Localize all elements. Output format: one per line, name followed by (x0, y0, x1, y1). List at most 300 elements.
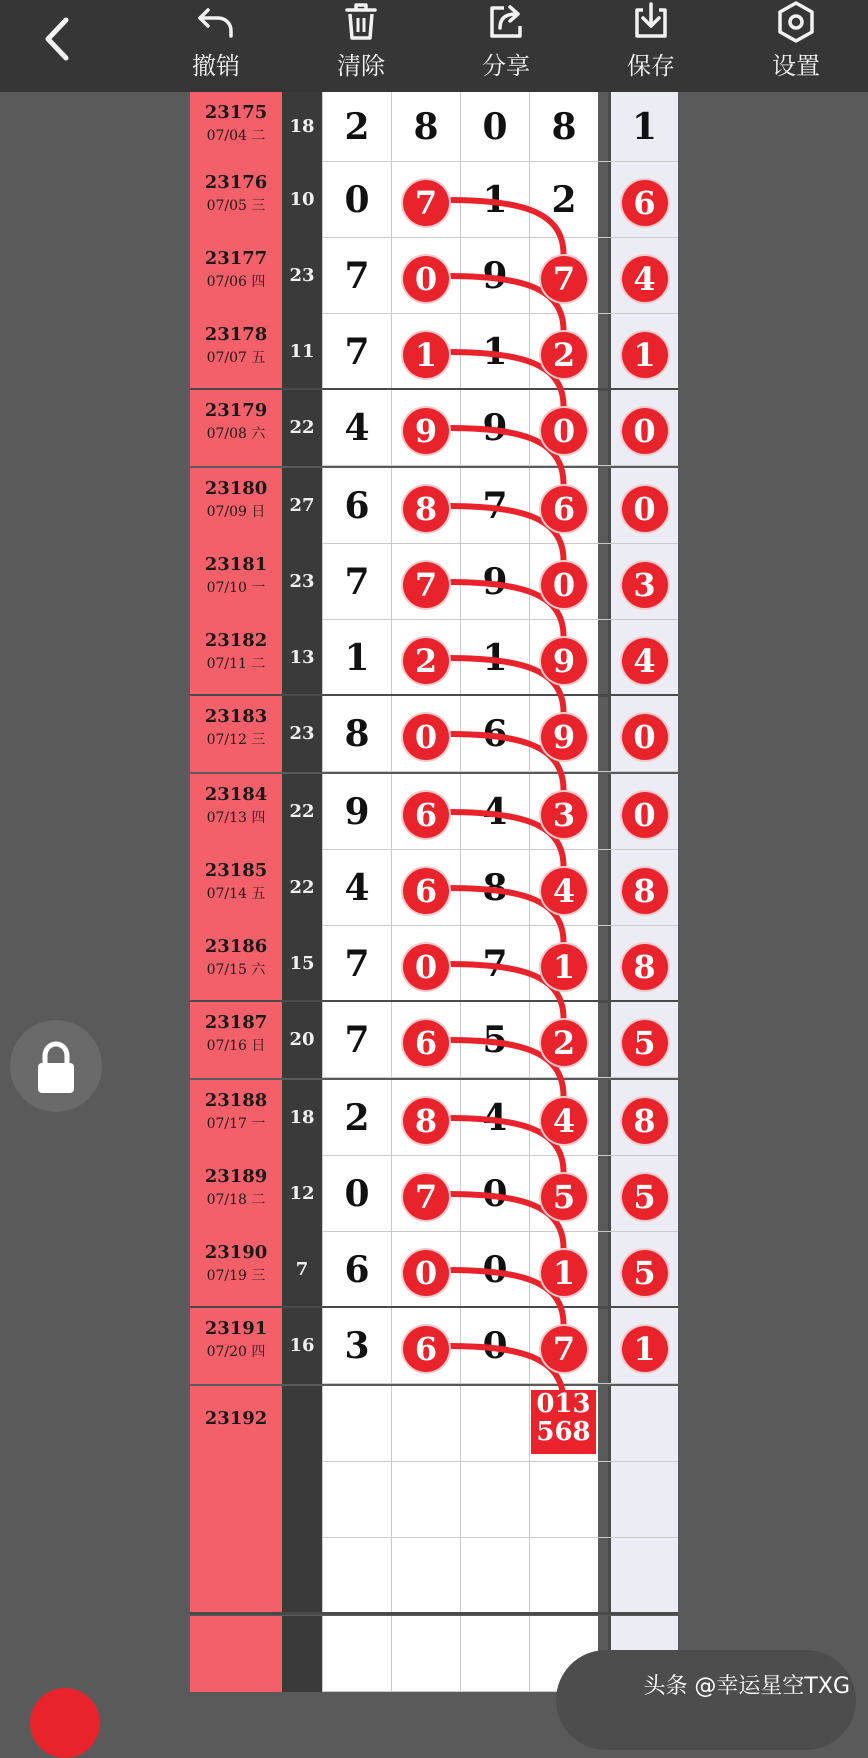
issue-number: 23192 (204, 1408, 268, 1429)
digit-value: 4 (482, 1097, 508, 1139)
digit-cell[interactable] (608, 774, 678, 850)
digit-cell[interactable] (460, 1386, 529, 1462)
undo-icon (194, 0, 238, 44)
marked-digit-ball[interactable]: 4 (622, 638, 668, 684)
marked-digit-ball[interactable]: 8 (622, 868, 668, 914)
digit-cell[interactable] (460, 696, 529, 772)
digit-cell[interactable] (322, 162, 391, 238)
digit-cell[interactable] (322, 544, 391, 620)
marked-digit-ball[interactable]: 7 (541, 1326, 587, 1372)
table-row (190, 1308, 678, 1384)
digit-cell[interactable] (529, 314, 598, 390)
digit-cell[interactable] (322, 1616, 391, 1692)
share-button[interactable] (456, 0, 556, 92)
marked-digit-ball[interactable]: 2 (541, 332, 587, 378)
digit-cell[interactable] (529, 926, 598, 1002)
sum-value: 27 (282, 468, 322, 544)
sum-value: 22 (282, 774, 322, 850)
issue-cell (190, 1156, 282, 1232)
digit-cell[interactable] (460, 1462, 529, 1538)
marked-digit-ball[interactable]: 8 (622, 944, 668, 990)
marked-digit-ball[interactable]: 0 (403, 1250, 449, 1296)
issue-cell (190, 926, 282, 1002)
digit-cell[interactable] (608, 926, 678, 1002)
digit-cell[interactable] (322, 390, 391, 466)
digit-cell[interactable] (322, 468, 391, 544)
digit-cell[interactable] (460, 1616, 529, 1692)
digit-value: 2 (344, 106, 370, 148)
digit-value: 8 (413, 106, 439, 148)
issue-cell (190, 850, 282, 926)
digit-value: 0 (482, 1173, 508, 1215)
digit-value: 6 (344, 485, 370, 527)
marked-digit-ball[interactable]: 6 (403, 792, 449, 838)
issue-cell (190, 162, 282, 238)
settings-icon (774, 0, 818, 44)
digit-cell[interactable] (391, 162, 460, 238)
marked-digit-ball[interactable]: 5 (622, 1174, 668, 1220)
issue-cell (190, 1462, 282, 1538)
digit-cell[interactable] (322, 314, 391, 390)
issue-number: 23180 (204, 478, 268, 499)
digit-cell[interactable] (322, 1386, 391, 1462)
digit-cell[interactable] (460, 620, 529, 696)
digit-cell[interactable] (529, 620, 598, 696)
share-label: 分享 (482, 52, 530, 80)
digit-cell[interactable] (460, 544, 529, 620)
lock-button[interactable] (10, 1020, 102, 1112)
digit-cell[interactable] (391, 1080, 460, 1156)
digit-cell[interactable] (322, 774, 391, 850)
top-toolbar (0, 0, 868, 92)
sum-value (282, 1616, 322, 1692)
issue-cell (190, 314, 282, 390)
issue-number: 23187 (204, 1012, 268, 1033)
digit-cell[interactable] (608, 238, 678, 314)
issue-number (190, 1462, 282, 1484)
issue-date: 07/05 三 (206, 198, 266, 214)
digit-value: 7 (482, 485, 508, 527)
marked-digit-ball[interactable]: 9 (541, 714, 587, 760)
issue-cell (190, 238, 282, 314)
issue-date: 07/20 四 (206, 1344, 266, 1360)
digit-value: 4 (482, 791, 508, 833)
sum-value: 12 (282, 1156, 322, 1232)
sum-value: 22 (282, 850, 322, 926)
digit-cell[interactable] (322, 92, 391, 162)
digit-value: 9 (482, 255, 508, 297)
digit-cell[interactable] (608, 1386, 678, 1462)
sum-value (282, 1538, 322, 1614)
marked-digit-ball[interactable]: 7 (541, 256, 587, 302)
digit-cell[interactable] (460, 390, 529, 466)
digit-cell[interactable] (529, 162, 598, 238)
sum-value: 23 (282, 238, 322, 314)
marked-digit-ball[interactable]: 6 (403, 1020, 449, 1066)
digit-cell[interactable] (322, 620, 391, 696)
issue-cell (190, 620, 282, 696)
digit-cell[interactable] (608, 1002, 678, 1078)
marked-digit-ball[interactable]: 9 (541, 638, 587, 684)
digit-cell[interactable] (322, 1462, 391, 1538)
prediction-line-2: 568 (536, 1417, 591, 1447)
digit-cell[interactable] (391, 92, 460, 162)
floating-action-pill[interactable] (556, 1650, 856, 1750)
digit-cell[interactable] (529, 1538, 598, 1614)
digit-value: 9 (482, 407, 508, 449)
digit-cell[interactable] (322, 1156, 391, 1232)
digit-value: 7 (344, 943, 370, 985)
digit-cell[interactable] (460, 1308, 529, 1384)
marked-digit-ball[interactable]: 0 (622, 714, 668, 760)
digit-cell[interactable] (391, 1156, 460, 1232)
sum-value: 23 (282, 696, 322, 772)
issue-date: 07/14 五 (206, 886, 266, 902)
digit-cell[interactable] (608, 1462, 678, 1538)
digit-cell[interactable] (529, 1080, 598, 1156)
sum-value: 7 (282, 1232, 322, 1308)
marked-digit-ball[interactable]: 9 (403, 408, 449, 454)
sum-value: 16 (282, 1308, 322, 1384)
issue-date: 07/07 五 (206, 350, 266, 366)
digit-cell[interactable] (391, 696, 460, 772)
digit-cell[interactable] (322, 696, 391, 772)
prediction-box (531, 1390, 596, 1454)
issue-number: 23175 (204, 102, 268, 123)
clear-button[interactable] (311, 0, 411, 92)
issue-number: 23178 (204, 324, 268, 345)
digit-cell[interactable] (608, 1232, 678, 1308)
digit-value: 0 (482, 1325, 508, 1367)
digit-value: 2 (551, 179, 577, 221)
issue-number: 23181 (204, 554, 268, 575)
row-divider (322, 771, 678, 772)
issue-date: 07/15 六 (206, 962, 266, 978)
marked-digit-ball[interactable]: 8 (403, 486, 449, 532)
group-divider (190, 1612, 678, 1615)
digit-cell[interactable] (391, 774, 460, 850)
save-button[interactable] (601, 0, 701, 92)
digit-value: 6 (344, 1249, 370, 1291)
digit-cell[interactable] (529, 774, 598, 850)
digit-cell[interactable] (460, 314, 529, 390)
issue-number: 23183 (204, 706, 268, 727)
digit-value: 9 (344, 791, 370, 833)
save-label: 保存 (627, 52, 675, 80)
table-row (190, 314, 678, 390)
sum-value: 15 (282, 926, 322, 1002)
issue-date: 07/18 二 (206, 1192, 266, 1208)
digit-cell[interactable] (529, 1232, 598, 1308)
issue-cell (190, 1080, 282, 1156)
digit-cell[interactable] (460, 1156, 529, 1232)
digit-cell[interactable] (391, 1538, 460, 1614)
marked-digit-ball[interactable]: 0 (403, 944, 449, 990)
digit-cell[interactable] (460, 468, 529, 544)
marked-digit-ball[interactable]: 6 (622, 180, 668, 226)
digit-value: 7 (344, 561, 370, 603)
digit-value: 7 (344, 331, 370, 373)
digit-value: 8 (482, 867, 508, 909)
issue-cell (190, 1386, 282, 1462)
digit-value: 2 (344, 1097, 370, 1139)
row-divider (322, 1383, 678, 1384)
digit-cell[interactable] (460, 1080, 529, 1156)
digit-cell[interactable] (529, 238, 598, 314)
digit-cell[interactable] (460, 92, 529, 162)
digit-value: 0 (344, 179, 370, 221)
trash-icon (339, 0, 383, 44)
marked-digit-ball[interactable]: 7 (403, 180, 449, 226)
marked-digit-ball[interactable]: 3 (541, 792, 587, 838)
digit-cell[interactable] (391, 620, 460, 696)
issue-number: 23184 (204, 784, 268, 805)
marked-digit-ball[interactable]: 1 (541, 1250, 587, 1296)
digit-cell[interactable] (322, 926, 391, 1002)
issue-date: 07/10 一 (206, 580, 266, 596)
issue-date: 07/04 二 (206, 128, 266, 144)
digit-cell[interactable] (460, 162, 529, 238)
digit-cell[interactable] (460, 850, 529, 926)
marked-digit-ball[interactable]: 0 (622, 792, 668, 838)
digit-cell[interactable] (322, 1080, 391, 1156)
marked-digit-ball[interactable]: 6 (403, 1326, 449, 1372)
marked-digit-ball[interactable]: 6 (541, 486, 587, 532)
marked-digit-ball[interactable]: 5 (541, 1174, 587, 1220)
issue-number: 23176 (204, 172, 268, 193)
digit-cell[interactable] (391, 390, 460, 466)
marked-digit-ball[interactable]: 4 (622, 256, 668, 302)
marked-digit-ball[interactable]: 4 (541, 868, 587, 914)
issue-date: 07/16 日 (206, 1038, 266, 1054)
digit-cell[interactable] (391, 544, 460, 620)
digit-cell[interactable] (322, 850, 391, 926)
digit-cell[interactable] (608, 850, 678, 926)
download-icon (629, 0, 673, 44)
issue-cell (190, 1616, 282, 1692)
marked-digit-ball[interactable]: 3 (622, 562, 668, 608)
marked-digit-ball[interactable]: 1 (403, 332, 449, 378)
digit-cell[interactable] (529, 390, 598, 466)
digit-cell[interactable] (391, 468, 460, 544)
digit-cell[interactable] (608, 468, 678, 544)
issue-number: 23179 (204, 400, 268, 421)
issue-number (190, 1538, 282, 1560)
table-row (190, 468, 678, 544)
digit-cell[interactable] (608, 1156, 678, 1232)
digit-cell[interactable] (460, 1002, 529, 1078)
table-row (190, 1156, 678, 1232)
digit-cell[interactable] (460, 1538, 529, 1614)
digit-cell[interactable] (529, 544, 598, 620)
undo-button[interactable] (166, 0, 266, 92)
digit-value: 1 (482, 637, 508, 679)
back-button[interactable] (38, 14, 78, 64)
issue-cell (190, 390, 282, 466)
table-row (190, 238, 678, 314)
share-icon (484, 0, 528, 44)
digit-cell[interactable] (529, 468, 598, 544)
digit-value: 1 (482, 179, 508, 221)
digit-cell[interactable] (529, 1002, 598, 1078)
digit-cell[interactable] (322, 1002, 391, 1078)
table-row (190, 774, 678, 850)
row-divider (322, 1077, 678, 1078)
issue-cell (190, 92, 282, 162)
marked-digit-ball[interactable]: 4 (541, 1098, 587, 1144)
table-row (190, 926, 678, 1002)
marked-digit-ball[interactable]: 2 (403, 638, 449, 684)
digit-value: 6 (482, 713, 508, 755)
digit-cell[interactable] (608, 314, 678, 390)
digit-value: 7 (344, 255, 370, 297)
issue-date: 07/19 三 (206, 1268, 266, 1284)
digit-cell[interactable] (322, 1232, 391, 1308)
issue-cell (190, 774, 282, 850)
undo-label: 撤销 (192, 52, 240, 80)
issue-cell (190, 696, 282, 772)
digit-cell[interactable] (529, 92, 598, 162)
digit-cell[interactable] (529, 1462, 598, 1538)
table-row (190, 620, 678, 696)
sum-value: 23 (282, 544, 322, 620)
digit-cell[interactable] (391, 314, 460, 390)
issue-number: 23188 (204, 1090, 268, 1111)
issue-date: 07/17 一 (206, 1116, 266, 1132)
digit-cell[interactable] (322, 238, 391, 314)
sum-value: 20 (282, 1002, 322, 1078)
table-row (190, 92, 678, 162)
issue-number (190, 1616, 282, 1638)
digit-cell[interactable] (608, 1538, 678, 1614)
table-row (190, 1538, 678, 1614)
digit-value: 8 (551, 106, 577, 148)
digit-cell[interactable] (391, 1462, 460, 1538)
digit-cell[interactable] (608, 544, 678, 620)
marked-digit-ball[interactable]: 5 (622, 1020, 668, 1066)
prediction-line-1: 013 (536, 1389, 591, 1419)
digit-cell[interactable] (391, 1232, 460, 1308)
table-row (190, 162, 678, 238)
digit-value: 3 (344, 1325, 370, 1367)
digit-value: 0 (344, 1173, 370, 1215)
digit-cell[interactable] (608, 696, 678, 772)
issue-cell (190, 468, 282, 544)
table-row (190, 1462, 678, 1538)
digit-cell[interactable] (460, 926, 529, 1002)
table-row (190, 850, 678, 926)
issue-number: 23191 (204, 1318, 268, 1339)
digit-cell[interactable] (529, 1156, 598, 1232)
issue-cell (190, 1002, 282, 1078)
sum-value: 22 (282, 390, 322, 466)
digit-cell[interactable] (391, 1308, 460, 1384)
marked-digit-ball[interactable]: 8 (622, 1098, 668, 1144)
marked-digit-ball[interactable]: 1 (541, 944, 587, 990)
issue-number: 23185 (204, 860, 268, 881)
table-row (190, 390, 678, 466)
sum-value: 18 (282, 92, 322, 162)
digit-cell[interactable] (322, 1538, 391, 1614)
digit-cell[interactable] (608, 162, 678, 238)
digit-cell[interactable] (460, 774, 529, 850)
digit-cell[interactable] (608, 620, 678, 696)
issue-cell (190, 1232, 282, 1308)
digit-cell[interactable] (322, 1308, 391, 1384)
floating-badge[interactable] (30, 1688, 100, 1758)
digit-cell[interactable] (529, 696, 598, 772)
digit-cell[interactable] (391, 1386, 460, 1462)
trend-chart (190, 92, 678, 1718)
digit-cell[interactable] (391, 926, 460, 1002)
issue-date: 07/13 四 (206, 810, 266, 826)
sum-value: 18 (282, 1080, 322, 1156)
sum-value (282, 1462, 322, 1538)
digit-cell[interactable] (391, 1002, 460, 1078)
issue-date: 07/09 日 (206, 504, 266, 520)
marked-digit-ball[interactable]: 7 (403, 562, 449, 608)
marked-digit-ball[interactable]: 2 (541, 1020, 587, 1066)
digit-value: 8 (344, 713, 370, 755)
digit-value: 1 (344, 637, 370, 679)
digit-cell[interactable] (608, 390, 678, 466)
digit-cell[interactable] (460, 238, 529, 314)
digit-cell[interactable] (608, 1308, 678, 1384)
marked-digit-ball[interactable]: 1 (622, 1326, 668, 1372)
marked-digit-ball[interactable]: 0 (622, 408, 668, 454)
sum-value: 13 (282, 620, 322, 696)
digit-cell[interactable] (529, 850, 598, 926)
marked-digit-ball[interactable]: 0 (403, 714, 449, 760)
digit-cell[interactable] (608, 92, 678, 162)
issue-date: 07/11 二 (206, 656, 266, 672)
digit-value: 0 (482, 1249, 508, 1291)
digit-value: 7 (482, 943, 508, 985)
issue-number: 23182 (204, 630, 268, 651)
marked-digit-ball[interactable]: 1 (622, 332, 668, 378)
marked-digit-ball[interactable]: 0 (541, 408, 587, 454)
digit-value: 7 (344, 1019, 370, 1061)
marked-digit-ball[interactable]: 0 (541, 562, 587, 608)
issue-number: 23189 (204, 1166, 268, 1187)
table-row (190, 1002, 678, 1078)
digit-cell[interactable] (529, 1308, 598, 1384)
issue-date: 07/08 六 (206, 426, 266, 442)
settings-button[interactable] (746, 0, 846, 92)
marked-digit-ball[interactable]: 8 (403, 1098, 449, 1144)
digit-cell[interactable] (391, 1616, 460, 1692)
marked-digit-ball[interactable]: 0 (403, 256, 449, 302)
digit-value: 9 (482, 561, 508, 603)
marked-digit-ball[interactable]: 0 (622, 486, 668, 532)
digit-cell[interactable] (608, 1080, 678, 1156)
digit-cell[interactable] (391, 850, 460, 926)
table-row (190, 1232, 678, 1308)
digit-cell[interactable] (460, 1232, 529, 1308)
marked-digit-ball[interactable]: 6 (403, 868, 449, 914)
issue-number: 23190 (204, 1242, 268, 1263)
issue-date: 07/06 四 (206, 274, 266, 290)
settings-label: 设置 (772, 52, 820, 80)
marked-digit-ball[interactable]: 5 (622, 1250, 668, 1296)
table-row (190, 544, 678, 620)
marked-digit-ball[interactable]: 7 (403, 1174, 449, 1220)
sum-value: 10 (282, 162, 322, 238)
digit-value: 4 (344, 407, 370, 449)
issue-number: 23186 (204, 936, 268, 957)
digit-value: 1 (482, 331, 508, 373)
digit-cell[interactable] (391, 238, 460, 314)
